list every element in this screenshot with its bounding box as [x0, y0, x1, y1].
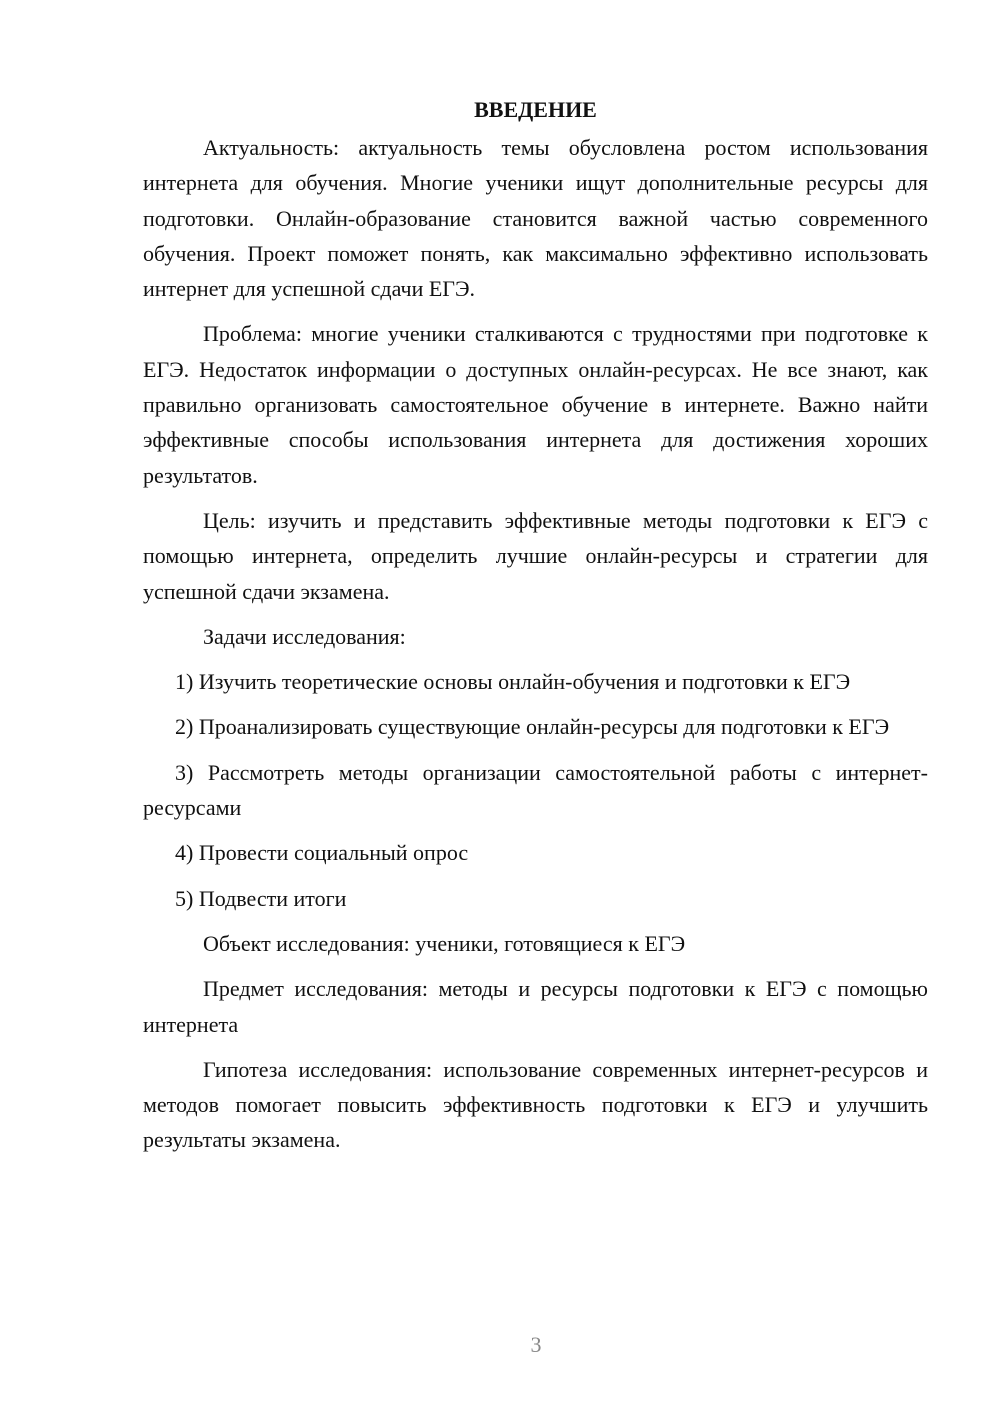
task-item: 5) Подвести итоги [175, 885, 347, 911]
hypothesis-paragraph: Гипотеза исследования: использование современных интернет-ресурсов и методов помогает повысить эффективность подготовки к ЕГЭ и улучшить результаты экзамена. [143, 1056, 928, 1153]
object-paragraph: Объект исследования: ученики, готовящиеся к ЕГЭ [203, 930, 686, 956]
relevance-paragraph: Актуальность: актуальность темы обусловлена ростом использования интернета для обучения. Многие ученики ищут дополнительные ресурсы для подготовки. Онлайн-образование становится важной частью современного обучения. Проект поможет понять, как максимально эффективно использовать интернет для успешной сдачи ЕГЭ. [143, 135, 928, 302]
page-number: 3 [530, 1332, 542, 1357]
document-page [143, 92, 928, 1168]
subject-paragraph: Предмет исследования: методы и ресурсы подготовки к ЕГЭ с помощью интернета [143, 976, 928, 1037]
task-item: 3) Рассмотреть методы организации самостоятельной работы с интернет-ресурсами [143, 759, 928, 821]
task-item: 1) Изучить теоретические основы онлайн-обучения и подготовки к ЕГЭ [175, 669, 851, 695]
section-title: ВВЕДЕНИЕ [474, 97, 597, 122]
tasks-heading: Задачи исследования: [203, 623, 406, 649]
goal-paragraph: Цель: изучить и представить эффективные методы подготовки к ЕГЭ с помощью интернета, определить лучшие онлайн-ресурсы и стратегии для успешной сдачи экзамена. [143, 507, 928, 604]
problem-paragraph: Проблема: многие ученики сталкиваются с трудностями при подготовке к ЕГЭ. Недостаток информации о доступных онлайн-ресурсах. Не все знают, как правильно организовать самостоятельное обучение в интернете. Важно найти эффективные способы использования интернета для достижения хороших результатов. [143, 321, 928, 488]
task-item: 4) Провести социальный опрос [175, 840, 469, 866]
task-item: 2) Проанализировать существующие онлайн-ресурсы для подготовки к ЕГЭ [175, 714, 890, 740]
